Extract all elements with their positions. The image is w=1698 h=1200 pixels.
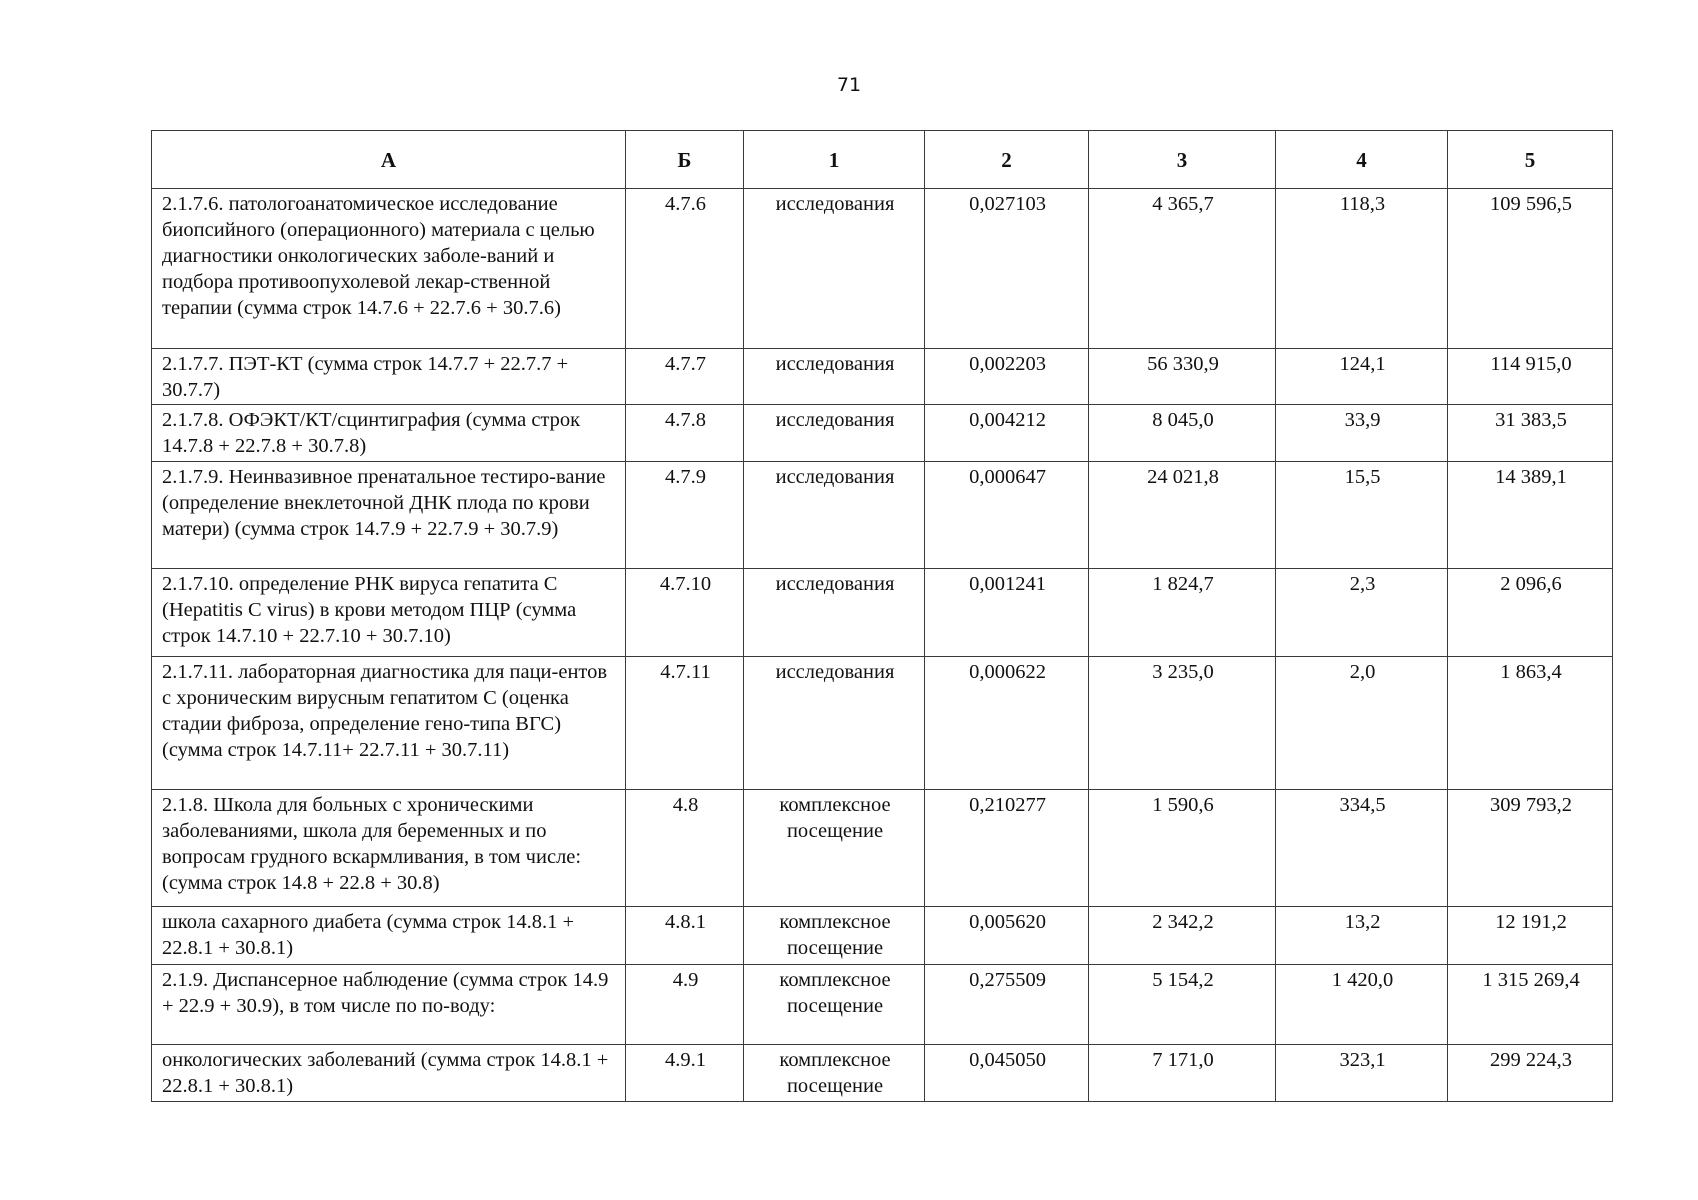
- row-unit-cell: комплексное посещение: [744, 1045, 925, 1102]
- page-number: 71: [836, 74, 862, 96]
- row-value-col2: 0,001241: [925, 569, 1089, 657]
- column-header-5: 5: [1448, 131, 1613, 189]
- row-code-cell: 4.8.1: [626, 907, 744, 965]
- column-header-3: 3: [1089, 131, 1276, 189]
- row-name-cell: школа сахарного диабета (сумма строк 14.8.1 + 22.8.1 + 30.8.1): [152, 907, 626, 965]
- row-value-col4: 1 420,0: [1276, 965, 1448, 1045]
- row-code-cell: 4.7.8: [626, 405, 744, 462]
- row-value-col4: 13,2: [1276, 907, 1448, 965]
- table-row: [152, 189, 1613, 349]
- row-name-cell: 2.1.7.11. лабораторная диагностика для паци-ентов с хроническим вирусным гепатитом С (оценка стадии фиброза, определение гено-типа ВГС) (сумма строк 14.7.11+ 22.7.11 + 30.7.11): [152, 657, 626, 790]
- row-value-col5: 109 596,5: [1448, 189, 1613, 349]
- column-header-4: 4: [1276, 131, 1448, 189]
- row-value-col3: 5 154,2: [1089, 965, 1276, 1045]
- row-name-cell: 2.1.7.6. патологоанатомическое исследование биопсийного (операционного) материала с целью диагностики онкологических заболе-ваний и подбора противоопухолевой лекар-ственной терапии (сумма строк 14.7.6 + 22.7.6 + 30.7.6): [152, 189, 626, 349]
- table-row: [152, 965, 1613, 1045]
- row-value-col4: 323,1: [1276, 1045, 1448, 1102]
- row-value-col2: 0,045050: [925, 1045, 1089, 1102]
- row-value-col5: 114 915,0: [1448, 349, 1613, 405]
- row-code-cell: 4.8: [626, 790, 744, 907]
- row-unit-cell: исследования: [744, 405, 925, 462]
- row-name-cell: онкологических заболеваний (сумма строк 14.8.1 + 22.8.1 + 30.8.1): [152, 1045, 626, 1102]
- row-value-col2: 0,000622: [925, 657, 1089, 790]
- row-value-col2: 0,002203: [925, 349, 1089, 405]
- row-unit-cell: исследования: [744, 189, 925, 349]
- row-value-col5: 299 224,3: [1448, 1045, 1613, 1102]
- row-value-col5: 12 191,2: [1448, 907, 1613, 965]
- column-header-2: 2: [925, 131, 1089, 189]
- row-code-cell: 4.7.6: [626, 189, 744, 349]
- row-value-col4: 118,3: [1276, 189, 1448, 349]
- row-code-cell: 4.7.7: [626, 349, 744, 405]
- row-unit-cell: комплексное посещение: [744, 790, 925, 907]
- row-value-col3: 2 342,2: [1089, 907, 1276, 965]
- row-value-col2: 0,275509: [925, 965, 1089, 1045]
- row-unit-cell: исследования: [744, 569, 925, 657]
- table-row: [152, 907, 1613, 965]
- row-code-cell: 4.9.1: [626, 1045, 744, 1102]
- row-value-col3: 7 171,0: [1089, 1045, 1276, 1102]
- column-header-a: А: [152, 131, 626, 189]
- row-unit-cell: комплексное посещение: [744, 907, 925, 965]
- table-row: [152, 569, 1613, 657]
- row-value-col4: 15,5: [1276, 462, 1448, 569]
- row-value-col3: 56 330,9: [1089, 349, 1276, 405]
- table-row: [152, 349, 1613, 405]
- row-value-col5: 2 096,6: [1448, 569, 1613, 657]
- row-value-col3: 3 235,0: [1089, 657, 1276, 790]
- row-value-col3: 1 824,7: [1089, 569, 1276, 657]
- row-value-col5: 309 793,2: [1448, 790, 1613, 907]
- row-value-col3: 24 021,8: [1089, 462, 1276, 569]
- row-value-col5: 1 315 269,4: [1448, 965, 1613, 1045]
- row-value-col4: 124,1: [1276, 349, 1448, 405]
- row-value-col2: 0,027103: [925, 189, 1089, 349]
- table-row: [152, 657, 1613, 790]
- row-name-cell: 2.1.7.7. ПЭТ-КТ (сумма строк 14.7.7 + 22.7.7 + 30.7.7): [152, 349, 626, 405]
- row-value-col4: 2,0: [1276, 657, 1448, 790]
- data-table: [151, 130, 1613, 1102]
- row-value-col4: 33,9: [1276, 405, 1448, 462]
- row-unit-cell: исследования: [744, 657, 925, 790]
- column-header-b: Б: [626, 131, 744, 189]
- row-unit-cell: исследования: [744, 349, 925, 405]
- column-header-1: 1: [744, 131, 925, 189]
- row-name-cell: 2.1.7.10. определение РНК вируса гепатита С (Hepatitis C virus) в крови методом ПЦР (сумма строк 14.7.10 + 22.7.10 + 30.7.10): [152, 569, 626, 657]
- row-name-cell: 2.1.7.9. Неинвазивное пренатальное тестиро-вание (определение внеклеточной ДНК плода по крови матери) (сумма строк 14.7.9 + 22.7.9 + 30.7.9): [152, 462, 626, 569]
- row-value-col2: 0,004212: [925, 405, 1089, 462]
- row-name-cell: 2.1.8. Школа для больных с хроническими заболеваниями, школа для беременных и по вопросам грудного вскармливания, в том числе: (сумма строк 14.8 + 22.8 + 30.8): [152, 790, 626, 907]
- row-unit-cell: исследования: [744, 462, 925, 569]
- row-code-cell: 4.9: [626, 965, 744, 1045]
- row-unit-cell: комплексное посещение: [744, 965, 925, 1045]
- row-value-col2: 0,005620: [925, 907, 1089, 965]
- row-value-col2: 0,210277: [925, 790, 1089, 907]
- row-value-col5: 1 863,4: [1448, 657, 1613, 790]
- row-value-col5: 31 383,5: [1448, 405, 1613, 462]
- row-code-cell: 4.7.10: [626, 569, 744, 657]
- row-value-col5: 14 389,1: [1448, 462, 1613, 569]
- row-code-cell: 4.7.11: [626, 657, 744, 790]
- row-name-cell: 2.1.7.8. ОФЭКТ/КТ/сцинтиграфия (сумма строк 14.7.8 + 22.7.8 + 30.7.8): [152, 405, 626, 462]
- table-header-row: [152, 131, 1613, 189]
- row-value-col4: 334,5: [1276, 790, 1448, 907]
- row-value-col3: 1 590,6: [1089, 790, 1276, 907]
- table-row: [152, 462, 1613, 569]
- table-row: [152, 405, 1613, 462]
- row-value-col3: 8 045,0: [1089, 405, 1276, 462]
- table-row: [152, 1045, 1613, 1102]
- table-row: [152, 790, 1613, 907]
- row-value-col4: 2,3: [1276, 569, 1448, 657]
- row-name-cell: 2.1.9. Диспансерное наблюдение (сумма строк 14.9 + 22.9 + 30.9), в том числе по по-воду:: [152, 965, 626, 1045]
- row-code-cell: 4.7.9: [626, 462, 744, 569]
- row-value-col2: 0,000647: [925, 462, 1089, 569]
- row-value-col3: 4 365,7: [1089, 189, 1276, 349]
